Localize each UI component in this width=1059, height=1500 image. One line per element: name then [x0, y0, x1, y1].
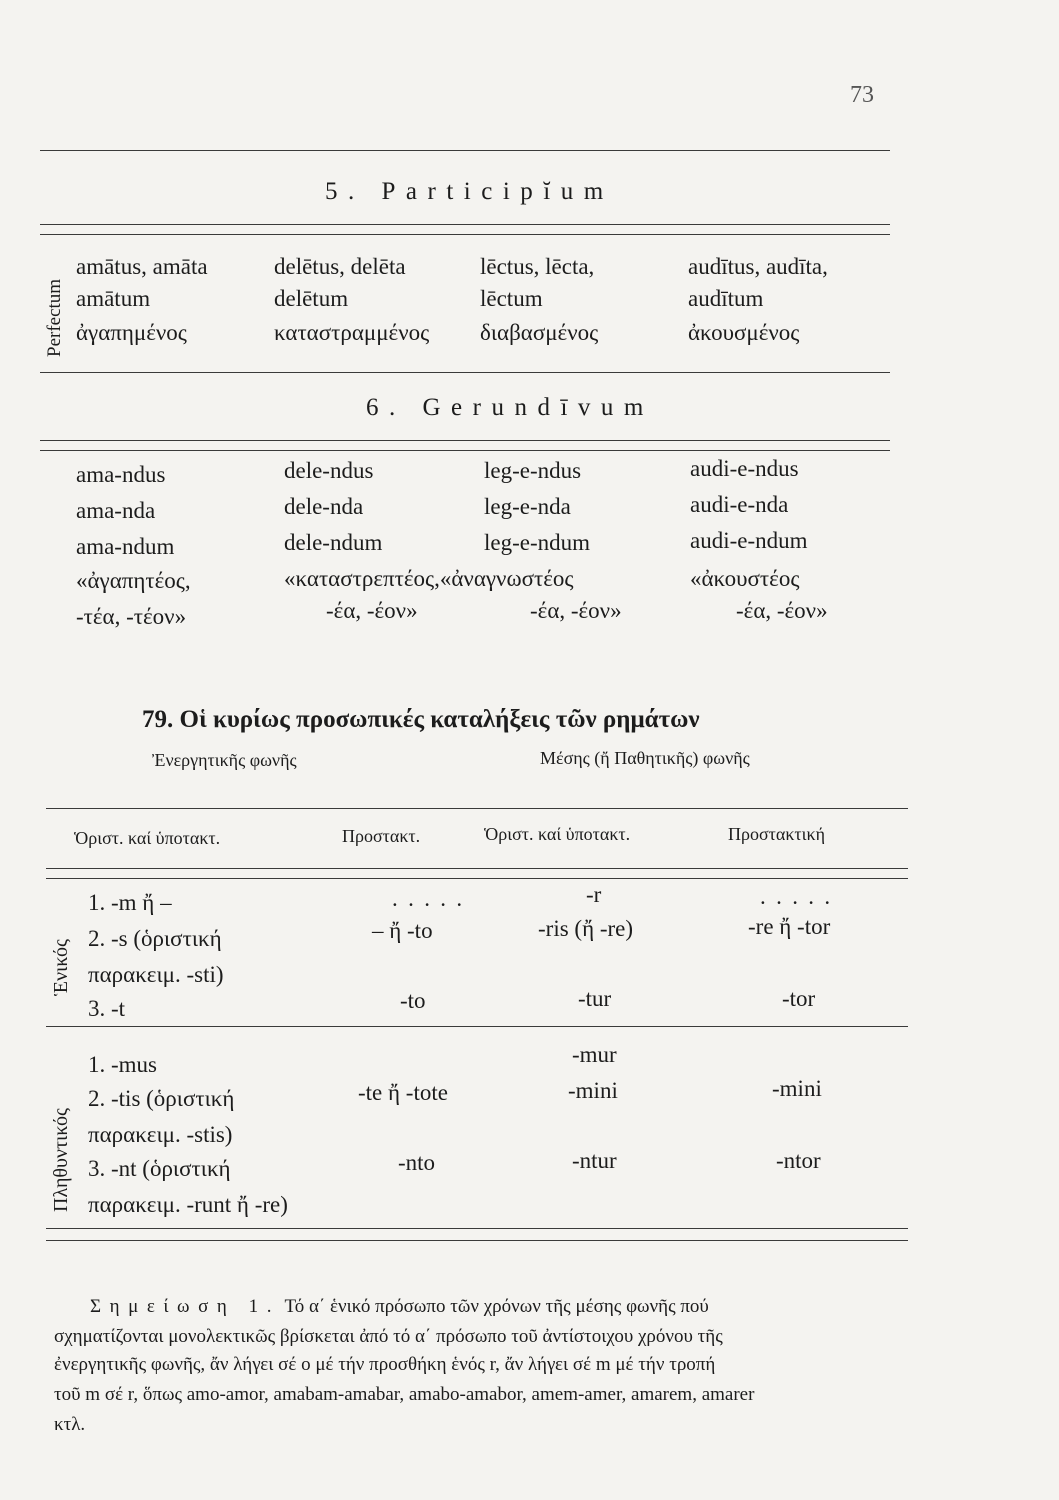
middle-ending: -ntur: [572, 1148, 617, 1173]
page-number: 73: [850, 82, 874, 108]
ending-line: 1. -mus: [88, 1052, 157, 1077]
middle-ending: -tur: [578, 986, 612, 1011]
voice-middle-label: Μέσης (ἤ Παθητικῆς) φωνῆς: [540, 748, 750, 768]
gerundivum-cell: leg-e-ndum: [484, 530, 591, 555]
middle-imperative-ending: -ntor: [776, 1148, 821, 1173]
note-line: κτλ.: [54, 1414, 86, 1435]
middle-imperative-ending: -re ἤ -tor: [748, 914, 831, 939]
middle-ending: -mini: [568, 1078, 618, 1103]
note-line: ἐνεργητικῆς φωνῆς, ἄν λήγει σέ o μέ τήν προσθήκη ἑνός r, ἄν λήγει σέ m μέ τήν τροπή: [54, 1354, 716, 1375]
gerundivum-translation: -έα, -έον»: [736, 598, 828, 623]
middle-imperative-ending: -tor: [782, 986, 816, 1011]
gerundivum-cell: dele-ndus: [284, 458, 374, 483]
ending-line: 1. -m ἤ –: [88, 890, 172, 915]
rule: [46, 1026, 908, 1027]
ending-line: 3. -nt (ὁριστική: [88, 1156, 231, 1181]
imperative-ending: -nto: [398, 1150, 436, 1175]
participium-cell: audītum: [688, 286, 764, 311]
gerundivum-cell: audi-e-nda: [690, 492, 789, 517]
participium-cell: lēctus, lēcta,: [480, 254, 595, 279]
gerundivum-cell: audi-e-ndus: [690, 456, 799, 481]
ending-line: παρακειμ. -stis): [88, 1122, 233, 1147]
gerundivum-cell: leg-e-ndus: [484, 458, 582, 483]
note-text: Τό α΄ ἑνικό πρόσωπο τῶν χρόνων τῆς μέσης φωνῆς πού: [284, 1296, 709, 1317]
middle-ending: -ris (ἤ -re): [538, 916, 634, 941]
voice-active-label: Ἐνεργητικῆς φωνῆς: [152, 750, 297, 770]
column-header: Προστακτική: [728, 824, 825, 844]
ending-line: 2. -s (ὁριστική: [88, 926, 222, 951]
rule: [40, 372, 890, 373]
gerundivum-translation: «ἀκουστέος: [690, 566, 800, 591]
gerundivum-translation: -τέα, -τέον»: [76, 604, 187, 629]
rule: [46, 808, 908, 809]
section-title: 79. Οἱ κυρίως προσωπικές καταλήξεις τῶν ρημάτων: [142, 706, 700, 733]
gerundivum-cell: ama-nda: [76, 498, 156, 523]
column-header: Ὁριστ. καί ὑποτακτ.: [74, 828, 221, 848]
participium-cell: audītus, audīta,: [688, 254, 828, 279]
middle-imperative-dots: .....: [760, 884, 841, 909]
middle-ending: -r: [586, 882, 602, 907]
gerundivum-heading: 6. Gerundīvum: [366, 394, 654, 421]
imperative-ending: -te ἤ -tote: [358, 1080, 448, 1105]
gerundivum-cell: dele-nda: [284, 494, 364, 519]
participium-cell: καταστραμμένος: [274, 320, 430, 345]
rule: [40, 450, 890, 451]
gerundivum-translation: -έα, -έον»: [530, 598, 622, 623]
imperative-dots: .....: [392, 886, 473, 911]
middle-imperative-ending: -mini: [772, 1076, 822, 1101]
rule: [40, 234, 890, 235]
rule: [46, 868, 908, 869]
note-line: [90, 1292, 709, 1321]
gerundivum-cell: leg-e-nda: [484, 494, 571, 519]
participium-cell: διαβασμένος: [480, 320, 599, 345]
ending-line: παρακειμ. -sti): [88, 962, 224, 987]
gerundivum-cell: ama-ndus: [76, 462, 166, 487]
note-line: τοῦ m σέ r, ὅπως amo-amor, amabam-amabar, amabo-amabor, amem-amer, amarem, amarer: [54, 1384, 755, 1405]
participium-cell: delētus, delēta: [274, 254, 406, 279]
imperative-ending: – ἤ -to: [372, 918, 433, 943]
rule: [46, 1240, 908, 1241]
participium-cell: ἀκουσμένος: [688, 320, 800, 345]
imperative-ending: -to: [400, 988, 426, 1013]
participium-heading: 5. Participĭum: [325, 178, 614, 205]
participium-cell: amātum: [76, 286, 151, 311]
singular-side-label: Ἑνικός: [50, 939, 72, 996]
gerundivum-translation: -έα, -έον»: [326, 598, 418, 623]
note-line: σχηματίζονται μονολεκτικῶς βρίσκεται ἀπό τό α΄ πρόσωπο τοῦ ἀντίστοιχου χρόνου τῆς: [54, 1326, 723, 1347]
column-header: Ὁριστ. καί ὑποτακτ.: [484, 824, 631, 844]
rule: [46, 1228, 908, 1229]
ending-line: 3. -t: [88, 996, 126, 1021]
column-header: Προστακτ.: [342, 826, 421, 846]
participium-cell: delētum: [274, 286, 349, 311]
gerundivum-cell: dele-ndum: [284, 530, 383, 555]
gerundivum-cell: ama-ndum: [76, 534, 175, 559]
note-label: Σημείωση 1.: [90, 1296, 281, 1317]
ending-line: παρακειμ. -runt ἤ -re): [88, 1192, 288, 1217]
middle-ending: -mur: [572, 1042, 617, 1067]
plural-side-label: Πληθυντικός: [50, 1108, 72, 1212]
participium-cell: amātus, amāta: [76, 254, 208, 279]
rule: [46, 878, 908, 879]
gerundivum-translation: «καταστρεπτέος,«ἀναγνωστέος: [284, 566, 574, 591]
ending-line: 2. -tis (ὁριστική: [88, 1086, 235, 1111]
perfectum-side-label: Perfectum: [44, 278, 65, 357]
gerundivum-translation: «ἀγαπητέος,: [76, 568, 191, 593]
participium-cell: ἀγαπημένος: [76, 320, 187, 345]
rule: [40, 224, 890, 225]
participium-cell: lēctum: [480, 286, 543, 311]
rule: [40, 150, 890, 151]
gerundivum-cell: audi-e-ndum: [690, 528, 808, 553]
rule: [40, 440, 890, 441]
